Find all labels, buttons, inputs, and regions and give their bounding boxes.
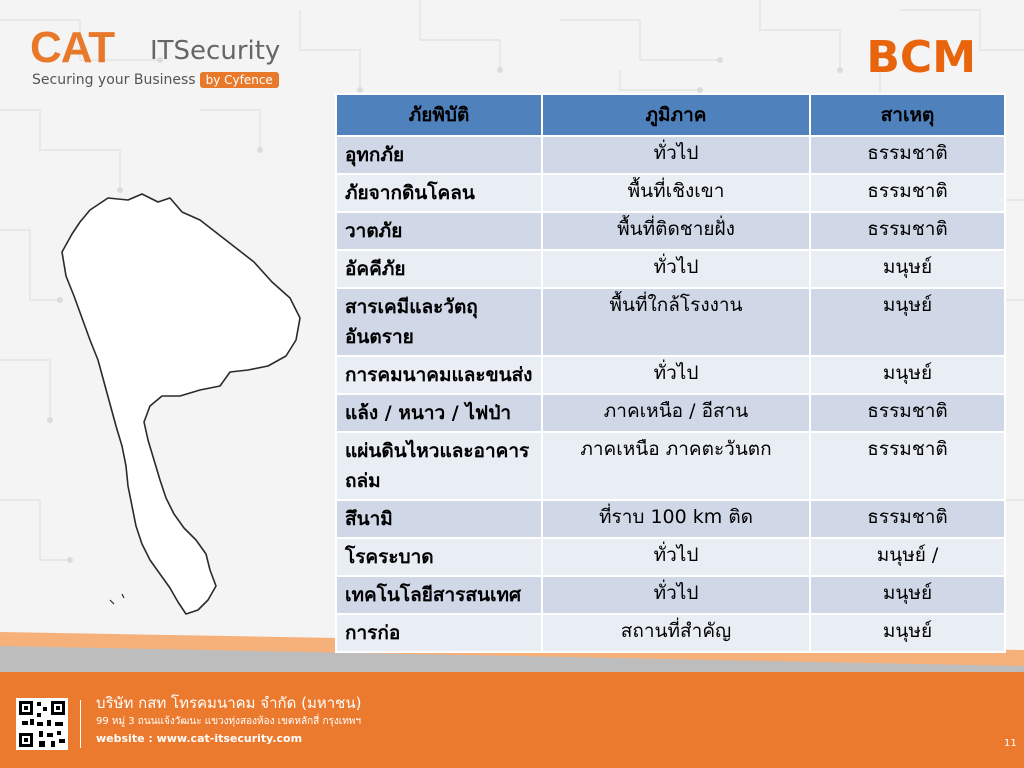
footer-divider (80, 700, 81, 748)
cell-region: พื้นที่ใกล้โรงงาน (542, 288, 810, 356)
table-row (336, 288, 1005, 356)
cell-disaster: อุทกภัย (336, 136, 542, 174)
cell-cause: ธรรมชาติ (810, 212, 1005, 250)
cell-disaster: อัคคีภัย (336, 250, 542, 288)
cell-region: ภาคเหนือ / อีสาน (542, 394, 810, 432)
cell-region: พื้นที่เชิงเขา (542, 174, 810, 212)
cell-cause: ธรรมชาติ (810, 500, 1005, 538)
disaster-table-container (335, 93, 1004, 653)
cell-cause: มนุษย์ (810, 576, 1005, 614)
thailand-map-image (50, 190, 340, 630)
cell-region: ที่ราบ 100 km ติด (542, 500, 810, 538)
cell-disaster: แผ่นดินไหวและอาคารถล่ม (336, 432, 542, 500)
table-row (336, 356, 1005, 394)
table-row (336, 614, 1005, 652)
cell-cause: ธรรมชาติ (810, 394, 1005, 432)
company-address: 99 หมู่ 3 ถนนแจ้งวัฒนะ แขวงทุ่งสองห้อง เขตหลักสี่ กรุงเทพฯ (96, 716, 361, 727)
cell-region: ภาคเหนือ ภาคตะวันตก (542, 432, 810, 500)
header-region: ภูมิภาค (542, 94, 810, 136)
company-info (96, 692, 361, 748)
table-row (336, 500, 1005, 538)
table-row (336, 136, 1005, 174)
cell-region: ทั่วไป (542, 576, 810, 614)
disaster-table (335, 93, 1006, 653)
cell-region: ทั่วไป (542, 136, 810, 174)
table-row (336, 250, 1005, 288)
cell-cause: ธรรมชาติ (810, 174, 1005, 212)
cell-disaster: ภัยจากดินโคลน (336, 174, 542, 212)
cell-region: ทั่วไป (542, 538, 810, 576)
table-row (336, 174, 1005, 212)
logo-tagline-text: Securing your Business (32, 72, 196, 88)
cat-itsecurity-logo (30, 23, 290, 96)
qr-code-icon (16, 698, 68, 750)
table-header-row (336, 94, 1005, 136)
table-row (336, 212, 1005, 250)
cell-cause: มนุษย์ (810, 250, 1005, 288)
cell-disaster: สารเคมีและวัตถุอันตราย (336, 288, 542, 356)
table-row (336, 432, 1005, 500)
page-number: 11 (1004, 738, 1017, 749)
cell-disaster: แล้ง / หนาว / ไฟป่า (336, 394, 542, 432)
logo-itsecurity-text: ITSecurity (150, 36, 281, 66)
cell-cause: มนุษย์ (810, 614, 1005, 652)
header-disaster: ภัยพิบัติ (336, 94, 542, 136)
cell-region: ทั่วไป (542, 356, 810, 394)
table-row (336, 394, 1005, 432)
cell-region: ทั่วไป (542, 250, 810, 288)
cell-cause: มนุษย์ (810, 356, 1005, 394)
cell-disaster: การคมนาคมและขนส่ง (336, 356, 542, 394)
company-website: website : www.cat-itsecurity.com (96, 732, 303, 745)
header-cause: สาเหตุ (810, 94, 1005, 136)
table-row (336, 538, 1005, 576)
cell-cause: ธรรมชาติ (810, 136, 1005, 174)
logo-by-badge: by Cyfence (200, 72, 279, 88)
cell-cause: ธรรมชาติ (810, 432, 1005, 500)
cell-cause: มนุษย์ (810, 288, 1005, 356)
cell-cause: มนุษย์ / (810, 538, 1005, 576)
logo-tagline (32, 72, 279, 88)
table-row (336, 576, 1005, 614)
cell-disaster: วาตภัย (336, 212, 542, 250)
cell-disaster: โรคระบาด (336, 538, 542, 576)
cell-region: พื้นที่ติดชายฝั่ง (542, 212, 810, 250)
cell-region: สถานที่สำคัญ (542, 614, 810, 652)
cell-disaster: การก่อ (336, 614, 542, 652)
logo-cat-text: CAT (30, 23, 115, 72)
slide-title: BCM (866, 32, 976, 83)
cell-disaster: เทคโนโลยีสารสนเทศ (336, 576, 542, 614)
company-name: บริษัท กสท โทรคมนาคม จำกัด (มหาชน) (96, 694, 362, 712)
cell-disaster: สึนามิ (336, 500, 542, 538)
